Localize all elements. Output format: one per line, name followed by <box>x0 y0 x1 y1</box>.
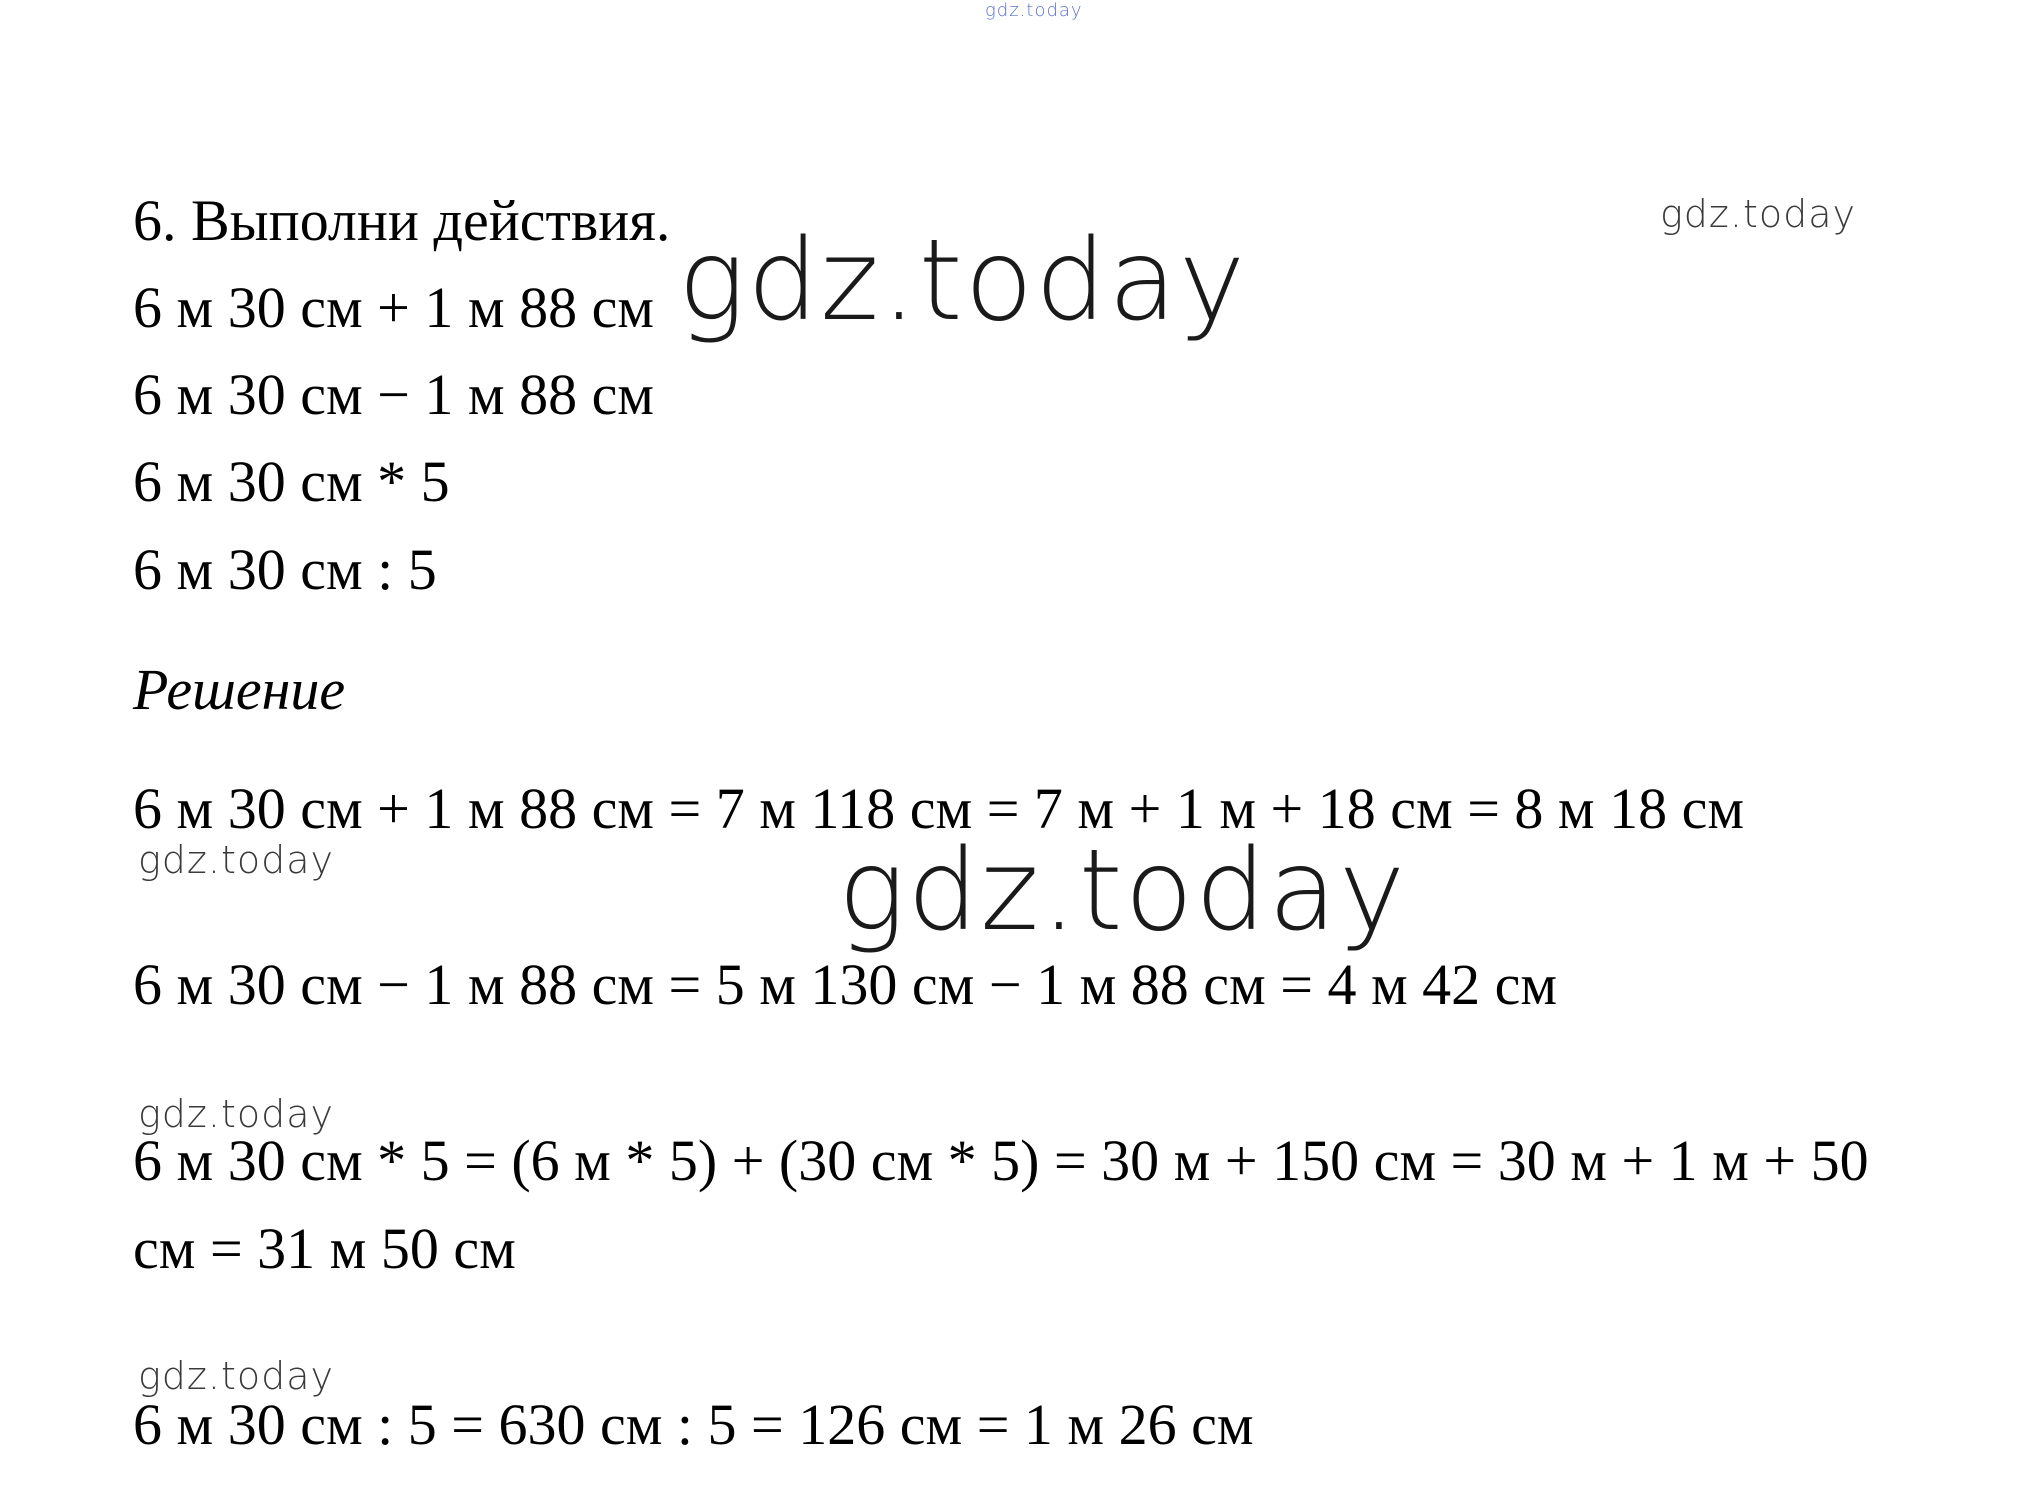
solution-line: 6 м 30 см − 1 м 88 см = 5 м 130 см − 1 м 88 см = 4 м 42 см <box>133 952 1558 1017</box>
watermark-left-2: gdz.today <box>138 1092 334 1136</box>
task-expression: 6 м 30 см * 5 <box>133 449 450 514</box>
solution-line: 6 м 30 см : 5 = 630 см : 5 = 126 см = 1 м 26 см <box>133 1392 1254 1457</box>
task-expression: 6 м 30 см + 1 м 88 см <box>133 275 655 340</box>
solution-heading: Решение <box>133 657 346 722</box>
watermark-left-3: gdz.today <box>138 1354 334 1398</box>
solution-line: 6 м 30 см * 5 = (6 м * 5) + (30 см * 5) = 30 м + 150 см = 30 м + 1 м + 50 <box>133 1128 1869 1193</box>
solution-line: 6 м 30 см + 1 м 88 см = 7 м 118 см = 7 м + 1 м + 18 см = 8 м 18 см <box>133 776 1745 841</box>
watermark-top: gdz.today <box>985 0 1083 21</box>
task-expression: 6 м 30 см − 1 м 88 см <box>133 362 655 427</box>
watermark-large-1: gdz.today <box>678 216 1248 346</box>
watermark-top-right: gdz.today <box>1660 192 1856 236</box>
task-title: 6. Выполни действия. <box>133 188 671 253</box>
solution-line: см = 31 м 50 см <box>133 1216 516 1281</box>
watermark-left-1: gdz.today <box>138 838 334 882</box>
watermark-large-2: gdz.today <box>838 826 1408 956</box>
task-expression: 6 м 30 см : 5 <box>133 537 437 602</box>
